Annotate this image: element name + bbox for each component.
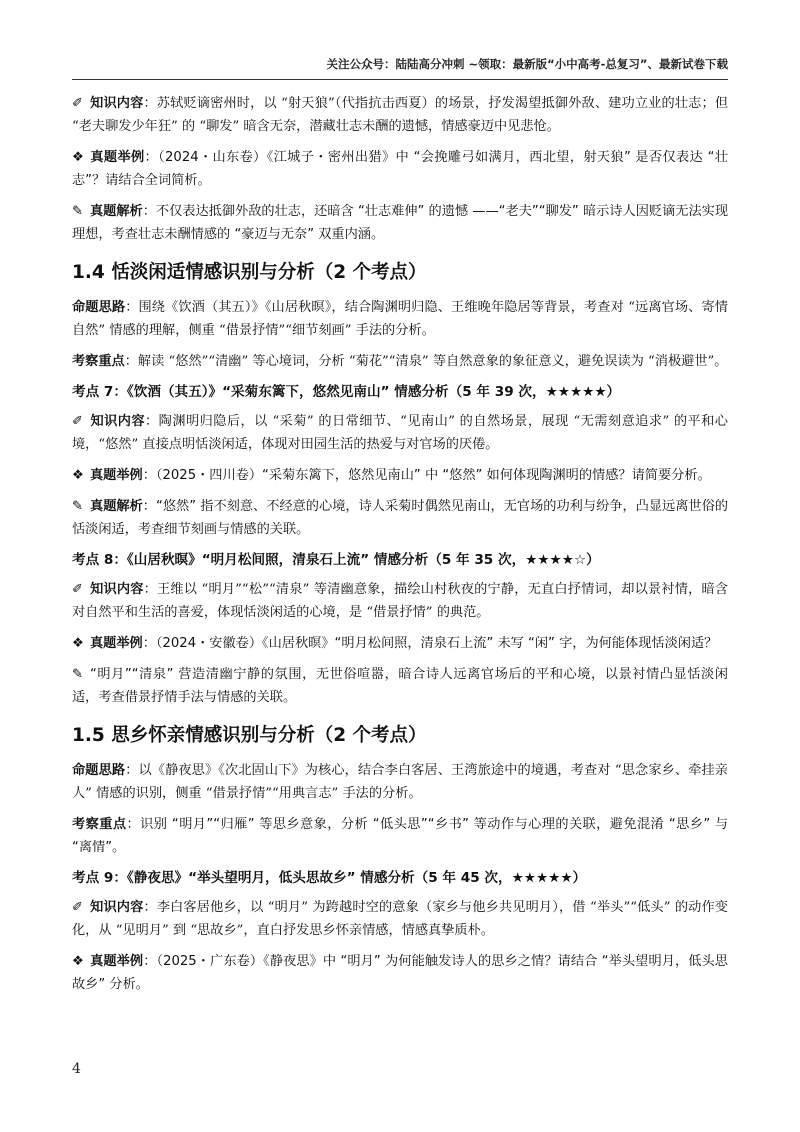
diamond-icon: ❖ — [72, 636, 84, 651]
label-example: 真题举例 — [90, 468, 143, 483]
s15-idea: 命题思路：以《静夜思》《次北固山下》为核心，结合李白客居、王湾旅途中的境遇，考查对 “思念家乡、牵挂亲人” 情感的识别，侧重 “借景抒情”“用典言志” 手法的分析。 — [72, 763, 728, 801]
label-example: 真题举例 — [90, 150, 145, 165]
pencil-icon: ✐ — [72, 96, 84, 111]
s14-idea: 命题思路：围绕《饮酒（其五）》《山居秋暝》，结合陶渊明归隐、王维晚年隐居等背景，考查对 “远离官场、寄情自然” 情感的理解，侧重 “借景抒情”“细节刻画” 手法的分析。 — [72, 300, 728, 338]
kd8-knowledge: ✐ 知识内容：王维以 “明月”“松”“清泉” 等清幽意象，描绘山村秋夜的宁静，无直白抒情词，却以景衬情，暗含对自然平和生活的喜爱，体现恬淡闲适的心境，是 “借景抒情” 的典范。 — [72, 578, 728, 624]
section-title-1-4: 1.4 恬淡闲适情感识别与分析（2 个考点） — [72, 262, 427, 283]
pencil-icon: ✐ — [72, 900, 84, 915]
header-rule — [72, 79, 728, 80]
page-header: 关注公众号：陆陆高分冲刺 ~领取：最新版“小中高考-总复习”、最新试卷下载 — [326, 57, 728, 71]
kd8-example: ❖ 真题举例：（2024・安徽卷）《山居秋暝》“明月松间照，清泉石上流” 未写 “闲” 字，为何能体现恬淡闲适？ — [72, 632, 728, 655]
section-title-1-5: 1.5 思乡怀亲情感识别与分析（2 个考点） — [72, 725, 427, 746]
page-number: 4 — [72, 1061, 81, 1077]
pen-icon: ✎ — [72, 667, 84, 682]
kd7-knowledge: ✐ 知识内容：陶渊明归隐后，以 “采菊” 的日常细节、“见南山” 的自然场景，展现 “无需刻意追求” 的平和心境，“悠然” 直接点明恬淡闲适，体现对田园生活的热爱与对官场的厌倦。 — [72, 410, 728, 456]
label-knowledge: 知识内容 — [90, 900, 144, 915]
kd7-example: ❖ 真题举例：（2025・四川卷）“采菊东篱下，悠然见南山” 中 “悠然” 如何体现陶渊明的情感？请简要分析。 — [72, 464, 728, 487]
kaodian-7-title: 考点 7：《饮酒（其五）》“采菊东篱下，悠然见南山” 情感分析（5 年 39 次，★★★★★） — [72, 384, 621, 400]
s15-focus: 考察重点：识别 “明月”“归雁” 等思乡意象，分析 “低头思”“乡书” 等动作与心理的关联，避免混淆 “思乡” 与 “离情”。 — [72, 817, 729, 855]
label-focus: 考察重点 — [72, 354, 125, 369]
pen-icon: ✎ — [72, 204, 84, 219]
s14-focus: 考察重点：解读 “悠然”“清幽” 等心境词，分析 “菊花”“清泉” 等自然意象的象征意义，避免误读为 “消极避世”。 — [72, 354, 728, 369]
label-idea: 命题思路 — [72, 763, 126, 778]
top-example: ❖ 真题举例：（2024・山东卷）《江城子・密州出猎》中 “会挽雕弓如满月，西北望，射天狼” 是否仅表达 “壮志”？请结合全词简析。 — [72, 146, 728, 192]
kd9-example: ❖ 真题举例：（2025・广东卷）《静夜思》中 “明月” 为何能触发诗人的思乡之情？请结合 “举头望明月，低头思故乡” 分析。 — [72, 950, 728, 996]
kd9-knowledge: ✐ 知识内容：李白客居他乡，以 “明月” 为跨越时空的意象（家乡与他乡共见明月），借 “举头”“低头” 的动作变化，从 “见明月” 到 “思故乡”，直白抒发思乡怀亲情感，情感真挚质朴。 — [72, 896, 728, 942]
page-content — [72, 92, 728, 1004]
diamond-icon: ❖ — [72, 468, 84, 483]
kd8-analysis: ✎ “明月”“清泉” 营造清幽宁静的氛围，无世俗喧嚣，暗合诗人远离官场后的平和心境，以景衬情凸显恬淡闲适，考查借景抒情手法与情感的关联。 — [72, 663, 728, 709]
label-analysis: 真题解析 — [90, 204, 143, 219]
label-knowledge: 知识内容 — [90, 582, 144, 597]
label-example: 真题举例 — [90, 954, 144, 969]
kd7-analysis: ✎ 真题解析：“悠然” 指不刻意、不经意的心境，诗人采菊时偶然见南山，无官场的功利与纷争，凸显远离世俗的恬淡闲适，考查细节刻画与情感的关联。 — [72, 495, 728, 541]
kaodian-9-title: 考点 9：《静夜思》“举头望明月，低头思故乡” 情感分析（5 年 45 次，★★★★★） — [72, 870, 587, 886]
kaodian-8-title: 考点 8：《山居秋暝》“明月松间照，清泉石上流” 情感分析（5 年 35 次，★★★★☆） — [72, 552, 600, 568]
top-knowledge: ✐ 知识内容：苏轼贬谪密州时，以 “射天狼”（代指抗击西夏）的场景，抒发渴望抵御外敌、建功立业的壮志；但 “老夫聊发少年狂” 的 “聊发” 暗含无奈，潜藏壮志未酬的遗憾，情感豪迈中见悲怆。 — [72, 92, 728, 138]
label-knowledge: 知识内容 — [90, 414, 146, 429]
diamond-icon: ❖ — [72, 954, 84, 969]
label-knowledge: 知识内容 — [90, 96, 144, 111]
diamond-icon: ❖ — [72, 150, 84, 165]
pen-icon: ✎ — [72, 499, 84, 514]
label-example: 真题举例 — [90, 636, 143, 651]
pencil-icon: ✐ — [72, 582, 84, 597]
label-analysis: 真题解析 — [90, 499, 143, 514]
label-idea: 命题思路 — [72, 300, 126, 315]
pencil-icon: ✐ — [72, 414, 84, 429]
label-focus: 考察重点 — [72, 817, 127, 832]
top-analysis: ✎ 真题解析：不仅表达抵御外敌的壮志，还暗含 “壮志难伸” 的遗憾 ——“老夫”“聊发” 暗示诗人因贬谪无法实现理想，考查壮志未酬情感的 “豪迈与无奈” 双重内涵。 — [72, 200, 728, 246]
